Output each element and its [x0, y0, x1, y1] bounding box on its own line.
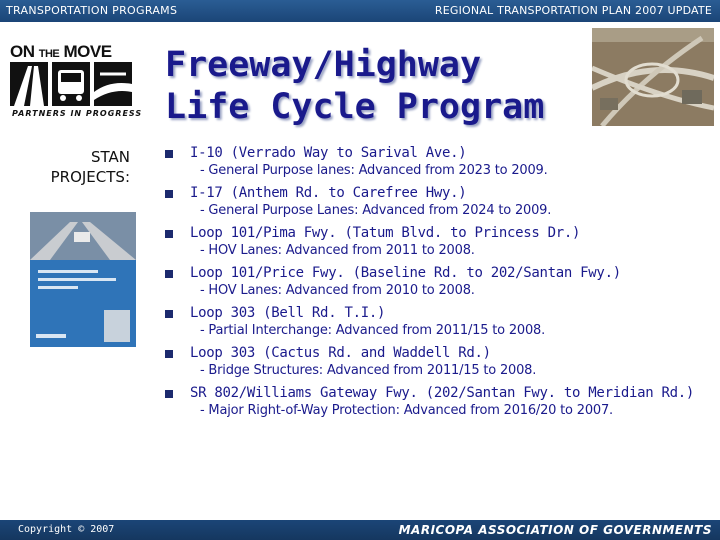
footer-bar — [0, 520, 720, 540]
header-left-text: TRANSPORTATION PROGRAMS — [6, 4, 178, 17]
square-bullet-icon — [165, 150, 173, 158]
report-cover-image — [30, 212, 136, 347]
header-bar — [0, 0, 720, 22]
project-list — [160, 145, 712, 425]
copyright-text: Copyright © 2007 — [18, 524, 115, 535]
list-item — [160, 185, 712, 219]
project-heading: I-10 (Verrado Way to Sarival Ave.) — [190, 145, 467, 161]
square-bullet-icon — [165, 390, 173, 398]
project-heading: I-17 (Anthem Rd. to Carefree Hwy.) — [190, 185, 467, 201]
square-bullet-icon — [165, 230, 173, 238]
square-bullet-icon — [165, 270, 173, 278]
project-detail: - HOV Lanes: Advanced from 2010 to 2008. — [200, 283, 475, 298]
project-detail: - General Purpose Lanes: Advanced from 2024 to 2009. — [200, 203, 552, 218]
project-detail: - Partial Interchange: Advanced from 2011/15 to 2008. — [200, 323, 546, 338]
project-detail: - General Purpose lanes: Advanced from 2023 to 2009. — [200, 163, 548, 178]
logo-wordmark — [10, 42, 112, 62]
stan-label-line-2: PROJECTS: — [50, 168, 130, 186]
square-bullet-icon — [165, 190, 173, 198]
stan-projects-label — [10, 147, 130, 187]
freeway-interchange-photo — [592, 28, 714, 126]
header-right-text: REGIONAL TRANSPORTATION PLAN 2007 UPDATE — [434, 4, 712, 17]
logo-tagline: PARTNERS IN PROGRESS — [12, 109, 143, 118]
on-the-move-logo — [8, 42, 143, 122]
list-item — [160, 385, 712, 419]
transit-modes-icon — [10, 62, 132, 106]
stan-label-line-1: STAN — [90, 148, 130, 166]
page-title — [165, 44, 544, 128]
square-bullet-icon — [165, 350, 173, 358]
organization-name: MARICOPA ASSOCIATION OF GOVERNMENTS — [398, 523, 712, 537]
list-item — [160, 305, 712, 339]
list-item — [160, 345, 712, 379]
list-item — [160, 265, 712, 299]
project-heading: SR 802/Williams Gateway Fwy. (202/Santan Fwy. to Meridian Rd.) — [190, 385, 694, 401]
project-detail: - Major Right-of-Way Protection: Advanced from 2016/20 to 2007. — [200, 403, 613, 418]
square-bullet-icon — [165, 310, 173, 318]
project-heading: Loop 303 (Cactus Rd. and Waddell Rd.) — [190, 345, 491, 361]
project-heading: Loop 101/Price Fwy. (Baseline Rd. to 202/Santan Fwy.) — [190, 265, 621, 281]
list-item — [160, 145, 712, 179]
logo-word-on: ON — [10, 42, 35, 61]
project-heading: Loop 101/Pima Fwy. (Tatum Blvd. to Princess Dr.) — [190, 225, 581, 241]
project-detail: - HOV Lanes: Advanced from 2011 to 2008. — [200, 243, 475, 258]
project-heading: Loop 303 (Bell Rd. T.I.) — [190, 305, 386, 321]
logo-word-move: MOVE — [63, 42, 112, 61]
title-line-2: Life Cycle Program — [165, 87, 545, 127]
project-detail: - Bridge Structures: Advanced from 2011/15 to 2008. — [200, 363, 537, 378]
logo-word-the: THE — [38, 48, 60, 60]
list-item — [160, 225, 712, 259]
title-line-1: Freeway/Highway — [165, 45, 482, 85]
